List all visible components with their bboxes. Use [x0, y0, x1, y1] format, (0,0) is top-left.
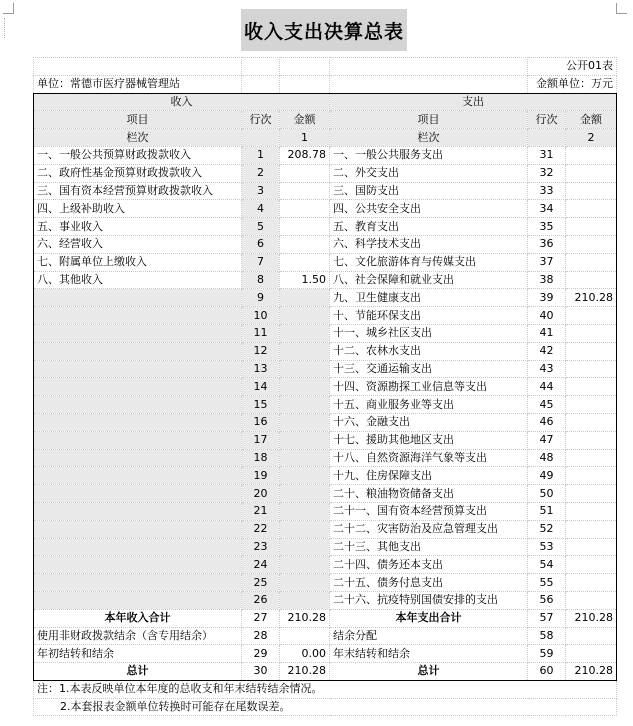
income-amount[interactable]: [280, 467, 330, 485]
table-row: [34, 200, 617, 218]
cell[interactable]: [280, 58, 330, 76]
expense-item[interactable]: 二十四、债务还本支出: [330, 556, 528, 574]
income-amount[interactable]: [280, 627, 330, 645]
table-row: [34, 307, 617, 325]
expense-amount[interactable]: 210.28: [566, 609, 617, 627]
income-amount[interactable]: 210.28: [280, 663, 330, 681]
expense-summary-item[interactable]: 总计: [330, 663, 528, 681]
expense-line-no[interactable]: 38: [528, 271, 566, 289]
income-line-no[interactable]: 12: [242, 342, 280, 360]
expense-line-no[interactable]: 44: [528, 378, 566, 396]
table-row: [34, 556, 617, 574]
expense-item[interactable]: 十六、金融支出: [330, 413, 528, 431]
income-amount[interactable]: [280, 200, 330, 218]
cell[interactable]: [528, 129, 566, 147]
income-line-no[interactable]: 27: [242, 609, 280, 627]
income-amount[interactable]: [280, 502, 330, 520]
expense-line-no[interactable]: 57: [528, 609, 566, 627]
expense-line-no[interactable]: 43: [528, 360, 566, 378]
expense-item[interactable]: 二十、粮油物资储备支出: [330, 485, 528, 503]
table-row: [34, 289, 617, 307]
income-summary-item[interactable]: 本年收入合计: [34, 609, 242, 627]
expense-amount[interactable]: [566, 218, 617, 236]
expense-item[interactable]: 二、外交支出: [330, 164, 528, 182]
table-row: [34, 413, 617, 431]
expense-summary-item[interactable]: 本年支出合计: [330, 609, 528, 627]
expense-item[interactable]: 四、公共安全支出: [330, 200, 528, 218]
income-amount[interactable]: [280, 556, 330, 574]
cell[interactable]: [330, 75, 528, 93]
expense-amount[interactable]: [566, 556, 617, 574]
income-line-no[interactable]: 18: [242, 449, 280, 467]
expense-line-no[interactable]: 48: [528, 449, 566, 467]
expense-amount[interactable]: 210.28: [566, 289, 617, 307]
expense-item[interactable]: 六、科学技术支出: [330, 235, 528, 253]
income-amount[interactable]: [280, 182, 330, 200]
income-amount-header[interactable]: 金额: [280, 111, 330, 129]
expense-line-no[interactable]: 45: [528, 396, 566, 414]
expense-line-no[interactable]: 34: [528, 200, 566, 218]
income-item[interactable]: 七、附属单位上缴收入: [34, 253, 242, 271]
table-row: [34, 378, 617, 396]
income-amount[interactable]: [280, 164, 330, 182]
table-row: [34, 235, 617, 253]
income-line-no[interactable]: 1: [242, 146, 280, 164]
income-amount[interactable]: [280, 413, 330, 431]
page-corner-mark: [616, 3, 627, 14]
table-row: [34, 591, 617, 609]
table-note[interactable]: 注：1.本表反映单位本年度的总收支和年末结转结余情况。: [34, 680, 617, 698]
table-row: [34, 520, 617, 538]
income-amount[interactable]: [280, 378, 330, 396]
expense-item[interactable]: 二十三、其他支出: [330, 538, 528, 556]
expense-line-no[interactable]: 42: [528, 342, 566, 360]
expense-line-no[interactable]: 47: [528, 431, 566, 449]
form-code-row: [34, 58, 617, 76]
income-line-header[interactable]: 行次: [242, 111, 280, 129]
income-line-no[interactable]: 16: [242, 413, 280, 431]
income-line-no[interactable]: 9: [242, 289, 280, 307]
table-row: [34, 360, 617, 378]
income-amount[interactable]: [280, 253, 330, 271]
income-expense-table: [33, 57, 617, 716]
expense-line-no[interactable]: 49: [528, 467, 566, 485]
income-line-no[interactable]: 30: [242, 663, 280, 681]
unit-row: [34, 75, 617, 93]
income-item[interactable]: 三、国有资本经营预算财政拨款收入: [34, 182, 242, 200]
expense-amount[interactable]: [566, 324, 617, 342]
summary-row: [34, 609, 617, 627]
table-row: [34, 449, 617, 467]
income-item[interactable]: [34, 467, 242, 485]
income-line-no[interactable]: 29: [242, 645, 280, 663]
expense-amount[interactable]: [566, 164, 617, 182]
expense-amount[interactable]: [566, 146, 617, 164]
section-header-row: [34, 93, 617, 111]
income-summary-item[interactable]: 使用非财政拨款结余（含专用结余）: [34, 627, 242, 645]
expense-amount-header[interactable]: 金额: [566, 111, 617, 129]
expense-item[interactable]: 二十五、债务付息支出: [330, 574, 528, 592]
income-item[interactable]: [34, 378, 242, 396]
unit-label[interactable]: 单位：常德市医疗器械管理站: [34, 75, 242, 93]
expense-amount[interactable]: [566, 360, 617, 378]
expense-line-no[interactable]: 55: [528, 574, 566, 592]
table-row: [34, 431, 617, 449]
expense-summary-item[interactable]: 结余分配: [330, 627, 528, 645]
table-row: [34, 467, 617, 485]
table-row: [34, 182, 617, 200]
income-item[interactable]: [34, 591, 242, 609]
expense-column-number[interactable]: 2: [566, 129, 617, 147]
title-cell[interactable]: [241, 9, 407, 51]
expense-line-no[interactable]: 35: [528, 218, 566, 236]
expense-item[interactable]: 九、卫生健康支出: [330, 289, 528, 307]
income-item[interactable]: [34, 307, 242, 325]
expense-amount[interactable]: [566, 449, 617, 467]
expense-item[interactable]: 八、社会保障和就业支出: [330, 271, 528, 289]
income-summary-item[interactable]: 年初结转和结余: [34, 645, 242, 663]
income-item[interactable]: [34, 556, 242, 574]
expense-item[interactable]: 十八、自然资源海洋气象等支出: [330, 449, 528, 467]
income-item[interactable]: [34, 431, 242, 449]
income-amount[interactable]: 0.00: [280, 645, 330, 663]
note-row: [34, 698, 617, 716]
income-line-no[interactable]: 11: [242, 324, 280, 342]
income-amount[interactable]: [280, 360, 330, 378]
income-line-no[interactable]: 17: [242, 431, 280, 449]
expense-line-no[interactable]: 39: [528, 289, 566, 307]
income-item[interactable]: 一、一般公共预算财政拨款收入: [34, 146, 242, 164]
form-code[interactable]: 公开01表: [528, 58, 617, 76]
table-note[interactable]: 2.本套报表金额单位转换时可能存在尾数误差。: [34, 698, 617, 716]
cell[interactable]: [242, 129, 280, 147]
income-line-no[interactable]: 15: [242, 396, 280, 414]
income-item[interactable]: [34, 360, 242, 378]
expense-line-no[interactable]: 37: [528, 253, 566, 271]
cell[interactable]: [330, 58, 528, 76]
summary-row: [34, 663, 617, 681]
expense-item[interactable]: 十三、交通运输支出: [330, 360, 528, 378]
income-line-no[interactable]: 28: [242, 627, 280, 645]
expense-item-header[interactable]: 项目: [330, 111, 528, 129]
income-item[interactable]: [34, 538, 242, 556]
income-item[interactable]: 四、上级补助收入: [34, 200, 242, 218]
expense-amount[interactable]: [566, 271, 617, 289]
expense-line-no[interactable]: 54: [528, 556, 566, 574]
expense-amount[interactable]: [566, 627, 617, 645]
cell[interactable]: [34, 58, 242, 76]
expense-line-no[interactable]: 41: [528, 324, 566, 342]
expense-line-no[interactable]: 33: [528, 182, 566, 200]
expense-item[interactable]: 十五、商业服务业等支出: [330, 396, 528, 414]
income-column-number[interactable]: 1: [280, 129, 330, 147]
income-line-no[interactable]: 8: [242, 271, 280, 289]
table-row: [34, 164, 617, 182]
income-line-no[interactable]: 21: [242, 502, 280, 520]
expense-amount[interactable]: [566, 520, 617, 538]
expense-item[interactable]: 一、一般公共服务支出: [330, 146, 528, 164]
page-corner-mark: [3, 3, 14, 14]
expense-line-header[interactable]: 行次: [528, 111, 566, 129]
income-amount[interactable]: [280, 485, 330, 503]
expense-line-no[interactable]: 56: [528, 591, 566, 609]
income-item[interactable]: [34, 574, 242, 592]
income-amount[interactable]: [280, 591, 330, 609]
income-item[interactable]: [34, 342, 242, 360]
column-header-row: [34, 111, 617, 129]
income-line-no[interactable]: 24: [242, 556, 280, 574]
table-row: [34, 253, 617, 271]
income-line-no[interactable]: 7: [242, 253, 280, 271]
summary-row: [34, 645, 617, 663]
income-amount[interactable]: [280, 538, 330, 556]
income-line-no[interactable]: 22: [242, 520, 280, 538]
expense-item[interactable]: 十七、援助其他地区支出: [330, 431, 528, 449]
expense-amount[interactable]: [566, 645, 617, 663]
expense-index-label[interactable]: 栏次: [330, 129, 528, 147]
summary-row: [34, 627, 617, 645]
expense-item[interactable]: 二十二、灾害防治及应急管理支出: [330, 520, 528, 538]
expense-amount[interactable]: [566, 538, 617, 556]
table-row: [34, 146, 617, 164]
income-item[interactable]: 二、政府性基金预算财政拨款收入: [34, 164, 242, 182]
cell[interactable]: [242, 58, 280, 76]
income-amount[interactable]: [280, 520, 330, 538]
income-line-no[interactable]: 3: [242, 182, 280, 200]
table-row: [34, 502, 617, 520]
income-item[interactable]: [34, 413, 242, 431]
income-amount[interactable]: [280, 449, 330, 467]
table-row: [34, 218, 617, 236]
table-row: [34, 485, 617, 503]
expense-amount[interactable]: [566, 235, 617, 253]
expense-line-no[interactable]: 50: [528, 485, 566, 503]
income-line-no[interactable]: 6: [242, 235, 280, 253]
income-amount[interactable]: [280, 289, 330, 307]
expense-amount[interactable]: 210.28: [566, 663, 617, 681]
table-row: [34, 342, 617, 360]
income-item[interactable]: [34, 485, 242, 503]
income-summary-item[interactable]: 总计: [34, 663, 242, 681]
expense-item[interactable]: 十九、住房保障支出: [330, 467, 528, 485]
income-item[interactable]: [34, 289, 242, 307]
expense-item[interactable]: 三、国防支出: [330, 182, 528, 200]
expense-line-no[interactable]: 40: [528, 307, 566, 325]
expense-line-no[interactable]: 32: [528, 164, 566, 182]
expense-line-no[interactable]: 53: [528, 538, 566, 556]
income-line-no[interactable]: 4: [242, 200, 280, 218]
expense-amount[interactable]: [566, 253, 617, 271]
income-amount[interactable]: [280, 307, 330, 325]
expense-amount[interactable]: [566, 574, 617, 592]
expense-line-no[interactable]: 36: [528, 235, 566, 253]
cell[interactable]: [280, 75, 330, 93]
note-row: [34, 680, 617, 698]
income-line-no[interactable]: 2: [242, 164, 280, 182]
expense-line-no[interactable]: 51: [528, 502, 566, 520]
table-row: [34, 324, 617, 342]
expense-section-header[interactable]: 支出: [330, 93, 617, 111]
expense-item[interactable]: 十二、农林水支出: [330, 342, 528, 360]
expense-item[interactable]: 十一、城乡社区支出: [330, 324, 528, 342]
table-row: [34, 538, 617, 556]
expense-amount[interactable]: [566, 200, 617, 218]
income-line-no[interactable]: 10: [242, 307, 280, 325]
income-amount[interactable]: 1.50: [280, 271, 330, 289]
expense-amount[interactable]: [566, 591, 617, 609]
income-index-label[interactable]: 栏次: [34, 129, 242, 147]
income-amount[interactable]: [280, 235, 330, 253]
income-item-header[interactable]: 项目: [34, 111, 242, 129]
income-item[interactable]: [34, 324, 242, 342]
table-row: [34, 271, 617, 289]
expense-amount[interactable]: [566, 307, 617, 325]
income-line-no[interactable]: 19: [242, 467, 280, 485]
income-line-no[interactable]: 25: [242, 574, 280, 592]
income-amount[interactable]: 208.78: [280, 146, 330, 164]
income-line-no[interactable]: 26: [242, 591, 280, 609]
income-amount[interactable]: 210.28: [280, 609, 330, 627]
expense-amount[interactable]: [566, 396, 617, 414]
income-line-no[interactable]: 13: [242, 360, 280, 378]
income-amount[interactable]: [280, 324, 330, 342]
income-line-no[interactable]: 23: [242, 538, 280, 556]
income-line-no[interactable]: 20: [242, 485, 280, 503]
income-item[interactable]: [34, 449, 242, 467]
income-amount[interactable]: [280, 574, 330, 592]
table-row: [34, 396, 617, 414]
income-amount[interactable]: [280, 431, 330, 449]
income-item[interactable]: [34, 520, 242, 538]
expense-line-no[interactable]: 58: [528, 627, 566, 645]
income-item[interactable]: 五、事业收入: [34, 218, 242, 236]
expense-summary-item[interactable]: 年末结转和结余: [330, 645, 528, 663]
income-section-header[interactable]: 收入: [34, 93, 330, 111]
expense-amount[interactable]: [566, 467, 617, 485]
expense-item[interactable]: 十四、资源勘探工业信息等支出: [330, 378, 528, 396]
expense-amount[interactable]: [566, 342, 617, 360]
income-line-no[interactable]: 14: [242, 378, 280, 396]
expense-amount[interactable]: [566, 431, 617, 449]
expense-line-no[interactable]: 60: [528, 663, 566, 681]
expense-item[interactable]: 二十一、国有资本经营预算支出: [330, 502, 528, 520]
income-item[interactable]: [34, 396, 242, 414]
income-amount[interactable]: [280, 218, 330, 236]
page-title: 收入支出决算总表: [243, 20, 404, 43]
column-index-row: [34, 129, 617, 147]
expense-amount[interactable]: [566, 502, 617, 520]
expense-line-no[interactable]: 31: [528, 146, 566, 164]
income-amount[interactable]: [280, 396, 330, 414]
expense-item[interactable]: 五、教育支出: [330, 218, 528, 236]
expense-line-no[interactable]: 52: [528, 520, 566, 538]
expense-line-no[interactable]: 46: [528, 413, 566, 431]
expense-amount[interactable]: [566, 378, 617, 396]
expense-item[interactable]: 七、文化旅游体育与传媒支出: [330, 253, 528, 271]
cell[interactable]: [242, 75, 280, 93]
income-item[interactable]: [34, 502, 242, 520]
expense-item[interactable]: 十、节能环保支出: [330, 307, 528, 325]
income-item[interactable]: 八、其他收入: [34, 271, 242, 289]
table-row: [34, 574, 617, 592]
income-amount[interactable]: [280, 342, 330, 360]
expense-amount[interactable]: [566, 182, 617, 200]
expense-amount[interactable]: [566, 485, 617, 503]
page-edge-mark: [4, 18, 7, 38]
income-line-no[interactable]: 5: [242, 218, 280, 236]
expense-amount[interactable]: [566, 413, 617, 431]
expense-line-no[interactable]: 59: [528, 645, 566, 663]
expense-item[interactable]: 二十六、抗疫特别国债安排的支出: [330, 591, 528, 609]
currency-label[interactable]: 金额单位：万元: [528, 75, 617, 93]
income-item[interactable]: 六、经营收入: [34, 235, 242, 253]
